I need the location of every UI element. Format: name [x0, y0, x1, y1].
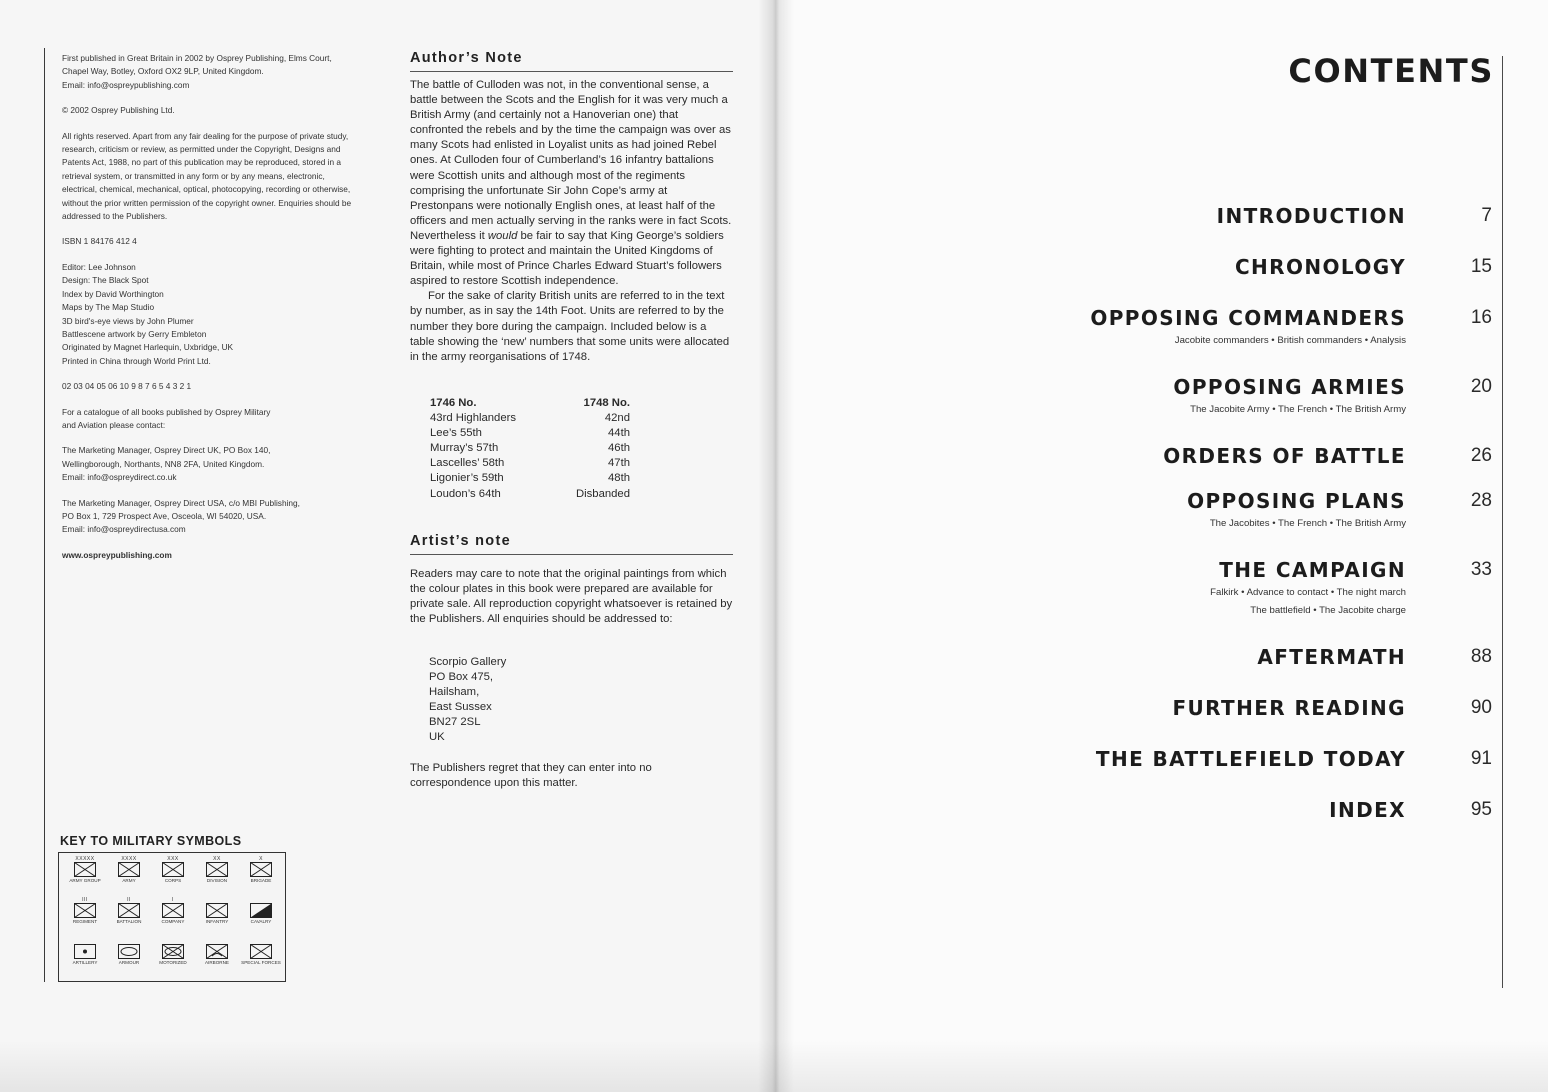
- toc-entry-aftermath: [960, 645, 1406, 669]
- unit-box-cross-icon: [63, 862, 107, 877]
- toc-entry-orders-of-battle: [960, 444, 1406, 468]
- toc-subtitle: The Jacobite Army • The French • The British Army: [1190, 404, 1406, 415]
- symbol-label: AIRBORNE: [205, 960, 229, 965]
- military-symbol: [107, 938, 151, 965]
- table-row: [430, 411, 630, 426]
- contents-rule: [1502, 56, 1503, 988]
- toc-page-number: 7: [1481, 205, 1492, 226]
- symbol-label: ARTILLERY: [72, 960, 98, 965]
- toc-page-number: 15: [1470, 256, 1492, 277]
- toc-page-number: 91: [1470, 748, 1492, 769]
- artists-note: [410, 533, 733, 627]
- authors-note-paragraph-1: [410, 78, 733, 289]
- book-gutter-shadow: [758, 0, 794, 1092]
- table-cell: Lee’s 55th: [430, 427, 482, 440]
- military-symbol: [239, 897, 283, 924]
- military-symbol: [195, 897, 239, 924]
- toc-entry-the-battlefield-today: [960, 747, 1406, 771]
- table-cell: 47th: [608, 457, 630, 470]
- artists-note-heading: Artist’s note: [410, 533, 733, 555]
- unit-box-cross-icon: [107, 903, 151, 918]
- gallery-address: Scorpio Gallery PO Box 475, Hailsham, East Sussex BN27 2SL UK: [429, 656, 507, 744]
- unit-box-cross-icon: [195, 903, 239, 918]
- paragraph-1-after: be fair to say that King George’s soldiers were fighting to protect and maintain the United Kingdoms of Britain, while most of Prince Charles Edward Stuart’s followers aspired to restore Scottish independence.: [410, 229, 724, 288]
- toc-subtitle: The battlefield • The Jacobite charge: [1250, 605, 1406, 616]
- symbol-label: ARMY: [122, 878, 136, 883]
- toc-entry-chronology: [960, 255, 1406, 279]
- table-cell: 44th: [608, 427, 630, 440]
- table-row: [430, 487, 630, 502]
- military-symbol: [63, 856, 107, 883]
- symbol-label: ARMOUR: [118, 960, 140, 965]
- table-row: [430, 426, 630, 441]
- toc-title: AFTERMATH: [1257, 645, 1406, 669]
- toc-page-number: 90: [1470, 697, 1492, 718]
- table-cell: Loudon’s 64th: [430, 487, 501, 500]
- imprint-rule: [44, 48, 45, 982]
- toc-page-number: 20: [1470, 376, 1492, 397]
- unit-box-cross-icon: [63, 903, 107, 918]
- toc-title: ORDERS OF BATTLE: [1163, 444, 1406, 468]
- symbol-size-marker: X: [259, 856, 263, 862]
- military-symbol: [107, 856, 151, 883]
- toc-title: OPPOSING PLANS: [1187, 489, 1406, 513]
- artists-note-paragraph-1: Readers may care to note that the original paintings from which the colour plates in this book were prepared are available for private sale. All reproduction copyright whatsoever is retained by the Publishers. All enquiries should be addressed to:: [410, 568, 733, 626]
- symbol-label: COMPANY: [161, 919, 185, 924]
- symbol-label: MOTORIZED: [159, 960, 187, 965]
- table-row: [430, 456, 630, 471]
- table-cell: 48th: [608, 472, 630, 485]
- authors-note-heading: Author’s Note: [410, 50, 733, 72]
- unit-box-cross-icon: [239, 862, 283, 877]
- symbol-size-marker: XX: [213, 856, 221, 862]
- publisher-website: www.ospreypublishing.com: [62, 549, 172, 560]
- symbol-label: INFANTRY: [205, 919, 229, 924]
- toc-page-number: 16: [1470, 307, 1492, 328]
- toc-entry-opposing-commanders: [960, 306, 1406, 350]
- table-row: [430, 441, 630, 456]
- toc-subtitle: Jacobite commanders • British commanders • Analysis: [1174, 335, 1406, 346]
- toc-page-number: 28: [1470, 490, 1492, 511]
- toc-subtitle: The Jacobites • The French • The British Army: [1209, 518, 1406, 529]
- imprint-print-line: 02 03 04 05 06 10 9 8 7 6 5 4 3 2 1: [62, 381, 192, 392]
- table-cell: 43rd Highlanders: [430, 412, 517, 425]
- paragraph-1-emphasis: would: [487, 229, 518, 242]
- toc-page-number: 33: [1470, 559, 1492, 580]
- toc-page-number: 95: [1470, 799, 1492, 820]
- military-symbol: [63, 897, 107, 924]
- toc-title: OPPOSING ARMIES: [1173, 375, 1406, 399]
- toc-title: INDEX: [1329, 798, 1406, 822]
- unit-box-diagonal-fill-icon: [239, 903, 283, 918]
- symbol-label: DIVISION: [206, 878, 228, 883]
- toc-subtitle: Falkirk • Advance to contact • The night march: [1210, 587, 1406, 598]
- table-cell: Disbanded: [575, 487, 630, 500]
- artists-note-paragraph-2: The Publishers regret that they can enter into no correspondence upon this matter.: [410, 762, 652, 790]
- toc-entry-the-campaign: [960, 558, 1406, 620]
- toc-entry-further-reading: [960, 696, 1406, 720]
- symbol-size-marker: II: [127, 897, 131, 903]
- symbol-label: BRIGADE: [250, 878, 272, 883]
- unit-box-cross-arc-icon: [195, 944, 239, 959]
- unit-box-cross-icon: [151, 862, 195, 877]
- imprint-isbn: ISBN 1 84176 412 4: [62, 236, 137, 247]
- military-symbol: [151, 856, 195, 883]
- toc-title: THE BATTLEFIELD TODAY: [1095, 747, 1406, 771]
- symbol-size-marker: I: [172, 897, 174, 903]
- unit-box-cross-wide-icon: [239, 944, 283, 959]
- symbol-size-marker: XXXX: [121, 856, 137, 862]
- toc-title: OPPOSING COMMANDERS: [1090, 306, 1406, 330]
- unit-box-cross-oval-icon: [151, 944, 195, 959]
- military-symbol: [107, 897, 151, 924]
- unit-box-cross-icon: [195, 862, 239, 877]
- table-header-row: [430, 396, 630, 411]
- toc-entry-index: [960, 798, 1406, 822]
- table-header-1746: 1746 No.: [430, 397, 477, 409]
- artists-note-closing: [410, 761, 733, 791]
- military-symbol: [239, 938, 283, 965]
- symbol-size-marker: III: [82, 897, 88, 903]
- toc-entry-opposing-armies: [960, 375, 1406, 419]
- symbol-label: CORPS: [164, 878, 182, 883]
- toc-title: CHRONOLOGY: [1234, 255, 1406, 279]
- symbol-label: BATTALION: [116, 919, 142, 924]
- military-symbol: [63, 938, 107, 965]
- unit-box-oval-icon: [107, 944, 151, 959]
- imprint-contact-uk: The Marketing Manager, Osprey Direct UK, PO Box 140, Wellingborough, Northants, NN8 2FA, United Kingdom. Email: info@ospreydirect.co.uk: [62, 445, 271, 483]
- unit-box-cross-icon: [151, 903, 195, 918]
- military-symbol: [195, 856, 239, 883]
- imprint-column: [62, 52, 387, 574]
- toc-title: FURTHER READING: [1172, 696, 1406, 720]
- key-title: KEY TO MILITARY SYMBOLS: [60, 834, 242, 848]
- symbol-label: SPECIAL FORCES: [241, 960, 281, 965]
- authors-note: [410, 50, 733, 365]
- toc-title: INTRODUCTION: [1216, 204, 1406, 228]
- symbol-label: REGIMENT: [72, 919, 98, 924]
- symbol-label: ARMY GROUP: [69, 878, 101, 883]
- table-cell: Ligonier’s 59th: [430, 472, 504, 485]
- imprint-credits: Editor: Lee Johnson Design: The Black Spot Index by David Worthington Maps by The Map Studio 3D bird's-eye views by John Plumer Battlescene artwork by Gerry Embleton Originated by Magnet Harlequin, Uxbridge, UK Printed in China through World Print Ltd.: [62, 261, 234, 366]
- table-header-1748: 1748 No.: [583, 397, 630, 409]
- unit-numbers-table: [430, 396, 630, 502]
- military-symbol: [239, 856, 283, 883]
- page-bottom-shadow: [0, 1040, 1548, 1092]
- symbol-size-marker: XXX: [167, 856, 179, 862]
- paragraph-1-before: The battle of Culloden was not, in the conventional sense, a battle between the Scots and the English for it was very much a British Army (and certainly not a Hanoverian one) that confronted the rebels and by the time the campaign was over as many Scots had enlisted in Loyalist units as had joined Rebel ones. At Culloden four of Cumberland’s 16 infantry battalions were Scottish units and although most of the regiments comprising the unfortunate Sir John Cope’s army at Prestonpans were notionally English ones, at least half of the officers and men actually serving in the ranks were in fact Scots. Nevertheless it: [410, 79, 732, 242]
- table-row: [430, 471, 630, 486]
- symbol-label: CAVALRY: [250, 919, 272, 924]
- table-cell: 42nd: [604, 412, 630, 425]
- toc-entry-opposing-plans: [960, 489, 1406, 533]
- toc-page-number: 26: [1470, 445, 1492, 466]
- imprint-copyright: © 2002 Osprey Publishing Ltd.: [62, 105, 175, 116]
- table-cell: Murray’s 57th: [430, 442, 499, 455]
- symbol-size-marker: XXXXX: [75, 856, 95, 862]
- imprint-catalogue: For a catalogue of all books published by Osprey Military and Aviation please contact:: [62, 406, 271, 430]
- toc-page-number: 88: [1470, 646, 1492, 667]
- authors-note-paragraph-2: For the sake of clarity British units are referred to in the text by number, as in say the 14th Foot. Units are referred to by the number they bore during the campaign. Included below is a table showing the ‘new’ numbers that some units were allocated in the army reorganisations of 1748.: [410, 290, 730, 363]
- unit-box-cross-icon: [107, 862, 151, 877]
- unit-box-dot-icon: [63, 944, 107, 959]
- table-cell: Lascelles’ 58th: [430, 457, 505, 470]
- toc-title: THE CAMPAIGN: [1219, 558, 1406, 582]
- imprint-publication: First published in Great Britain in 2002 by Osprey Publishing, Elms Court, Chapel Way, Botley, Oxford OX2 9LP, United Kingdom. Email: info@ospreypublishing.com: [62, 53, 332, 90]
- military-symbol: [151, 938, 195, 965]
- toc-entry-introduction: [960, 204, 1406, 228]
- military-symbol: [195, 938, 239, 965]
- contents-title: CONTENTS: [1288, 52, 1494, 90]
- imprint-rights: All rights reserved. Apart from any fair dealing for the purpose of private study, research, criticism or review, as permitted under the Copyright, Designs and Patents Act, 1988, no part of this publication may be reproduced, stored in a retrieval system, or transmitted in any form or by any means, electronic, electrical, chemical, mechanical, optical, photocopying, recording or otherwise, without the prior written permission of the copyright owner. Enquiries should be addressed to the Publishers.: [62, 130, 352, 222]
- right-page: [776, 0, 1548, 1092]
- table-cell: 46th: [608, 442, 630, 455]
- military-symbol: [151, 897, 195, 924]
- military-symbols-key: [58, 852, 286, 982]
- imprint-contact-usa: The Marketing Manager, Osprey Direct USA, c/o MBI Publishing, PO Box 1, 729 Prospect Ave, Osceola, WI 54020, USA. Email: info@ospreydirectusa.com: [62, 497, 300, 535]
